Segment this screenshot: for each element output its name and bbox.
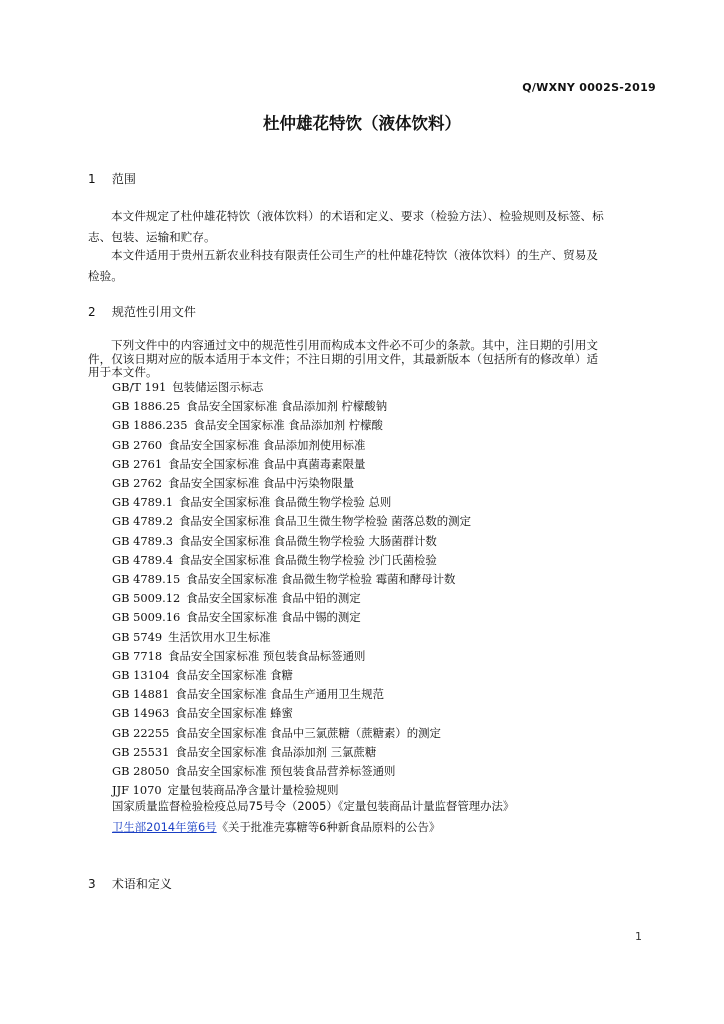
reference-title: 食品安全国家标准 食品卫生微生物学检验 菌落总数的测定 [178, 514, 471, 529]
section-3-heading [88, 875, 172, 892]
reference-code: GB 2762 [112, 476, 163, 490]
reference-title: 食品安全国家标准 食糖 [175, 668, 293, 682]
reference-code: GB/T 191 [112, 380, 167, 394]
reference-item [112, 648, 365, 664]
reference-title: 食品安全国家标准 食品微生物学检验 大肠菌群计数 [178, 533, 437, 548]
reference-item [112, 629, 271, 645]
section-title: 范围 [111, 172, 136, 186]
section-number: 3 [88, 877, 96, 891]
reference-item [112, 571, 455, 587]
reference-title: 食品安全国家标准 食品微生物学检验 沙门氏菌检验 [178, 552, 437, 567]
reference-code: GB 4789.3 [112, 533, 173, 548]
section-title: 术语和定义 [111, 877, 172, 891]
reference-title: 食品安全国家标准 预包装食品标签通则 [168, 648, 366, 663]
reference-title: 食品安全国家标准 食品生产通用卫生规范 [175, 687, 384, 702]
reference-item [112, 705, 293, 721]
references-intro [88, 339, 656, 380]
text-line: 件，仅该日期对应的版本适用于本文件；不注日期的引用文件，其最新版本（包括所有的修改单）适 [88, 351, 599, 366]
section-title: 规范性引用文件 [111, 305, 196, 319]
scope-paragraph-1 [88, 206, 656, 248]
reference-code: GB 5009.16 [112, 610, 181, 625]
reference-item [112, 552, 437, 568]
reference-code: GB 4789.2 [112, 514, 173, 529]
text-line: 志、包装、运输和贮存。 [88, 230, 216, 244]
reference-item [112, 686, 384, 702]
reference-code: GB 4789.1 [112, 495, 173, 510]
reference-title: 食品安全国家标准 食品中污染物限量 [168, 476, 354, 490]
scope-paragraph-2 [88, 245, 656, 287]
section-number: 1 [88, 172, 96, 186]
reference-code: GB 7718 [112, 648, 163, 663]
reference-code: GB 5749 [112, 629, 163, 644]
standard-code: Q/WXNY 0002S-2019 [522, 81, 656, 94]
section-2-heading [88, 303, 196, 320]
reference-title: 食品安全国家标准 食品微生物学检验 总则 [178, 495, 392, 510]
reference-title: 食品安全国家标准 蜂蜜 [175, 706, 293, 721]
reference-code: GB 5009.12 [112, 591, 181, 606]
reference-title: 食品安全国家标准 食品中铅的测定 [186, 591, 361, 606]
reference-item-aqsiq: 国家质量监督检验检疫总局75号令（2005）《定量包装商品计量监督管理办法》 [112, 799, 515, 813]
reference-code: GB 2760 [112, 437, 163, 452]
reference-item-moh [112, 819, 440, 835]
reference-title: 生活饮用水卫生标准 [168, 629, 271, 644]
reference-title: 食品安全国家标准 食品中锡的测定 [186, 610, 361, 625]
reference-item [112, 437, 365, 453]
reference-item [112, 782, 339, 798]
reference-item [112, 725, 441, 741]
text-line: 用于本文件。 [88, 365, 158, 379]
reference-title: 食品安全国家标准 预包装食品营养标签通则 [175, 764, 396, 778]
reference-title: 食品安全国家标准 食品中真菌毒素限量 [168, 456, 366, 471]
reference-item [112, 379, 263, 395]
reference-code: JJF 1070 [112, 783, 162, 798]
section-number: 2 [88, 305, 96, 319]
reference-item [112, 456, 365, 472]
reference-code: GB 25531 [112, 744, 170, 759]
reference-item [112, 513, 471, 529]
reference-title: 食品安全国家标准 食品微生物学检验 霉菌和酵母计数 [186, 572, 456, 586]
reference-title: 包装储运图示标志 [172, 380, 264, 394]
reference-code: GB 4789.4 [112, 552, 173, 567]
reference-title: 食品安全国家标准 食品添加剂使用标准 [168, 437, 366, 452]
reference-item [112, 590, 361, 606]
reference-code: GB 2761 [112, 456, 163, 471]
reference-title: 食品安全国家标准 食品添加剂 三氯蔗糖 [175, 744, 377, 759]
reference-item [112, 417, 383, 433]
section-1-heading [88, 170, 136, 187]
reference-item [112, 533, 437, 549]
reference-code: GB 1886.235 [112, 418, 188, 433]
reference-code: GB 13104 [112, 668, 170, 682]
reference-code: GB 4789.15 [112, 572, 181, 586]
reference-item [112, 744, 376, 760]
text-line: 检验。 [88, 269, 123, 283]
reference-code: GB 1886.25 [112, 399, 181, 414]
reference-title: 食品安全国家标准 食品添加剂 柠檬酸 [193, 418, 383, 433]
moh-announcement-link[interactable]: 卫生部2014年第6号 [112, 820, 217, 834]
reference-title: 定量包装商品净含量计量检验规则 [167, 783, 339, 798]
reference-item [112, 494, 391, 510]
reference-code: GB 14881 [112, 687, 170, 702]
reference-item [112, 475, 354, 491]
text-line: 本文件规定了杜仲雄花特饮（液体饮料）的术语和定义、要求（检验方法）、检验规则及标签、标 [111, 209, 604, 223]
reference-item [112, 763, 395, 779]
text-line: 下列文件中的内容通过文中的规范性引用而构成本文件必不可少的条款。其中，注日期的引用文 [111, 338, 598, 352]
text-line: 本文件适用于贵州五新农业科技有限责任公司生产的杜仲雄花特饮（液体饮料）的生产、贸易及 [111, 248, 598, 262]
document-title: 杜仲雄花特饮（液体饮料） [263, 114, 461, 133]
reference-item [112, 398, 387, 414]
reference-code: GB 22255 [112, 725, 170, 740]
moh-announcement-title: 《关于批准壳寡糖等6种新食品原料的公告》 [216, 820, 441, 834]
reference-item [112, 667, 293, 683]
reference-title: 食品安全国家标准 食品中三氯蔗糖（蔗糖素）的测定 [175, 725, 441, 740]
reference-title: 食品安全国家标准 食品添加剂 柠檬酸钠 [186, 399, 388, 414]
reference-code: GB 14963 [112, 706, 170, 721]
reference-code: GB 28050 [112, 764, 170, 778]
page-number: 1 [635, 930, 642, 943]
reference-item [112, 609, 361, 625]
